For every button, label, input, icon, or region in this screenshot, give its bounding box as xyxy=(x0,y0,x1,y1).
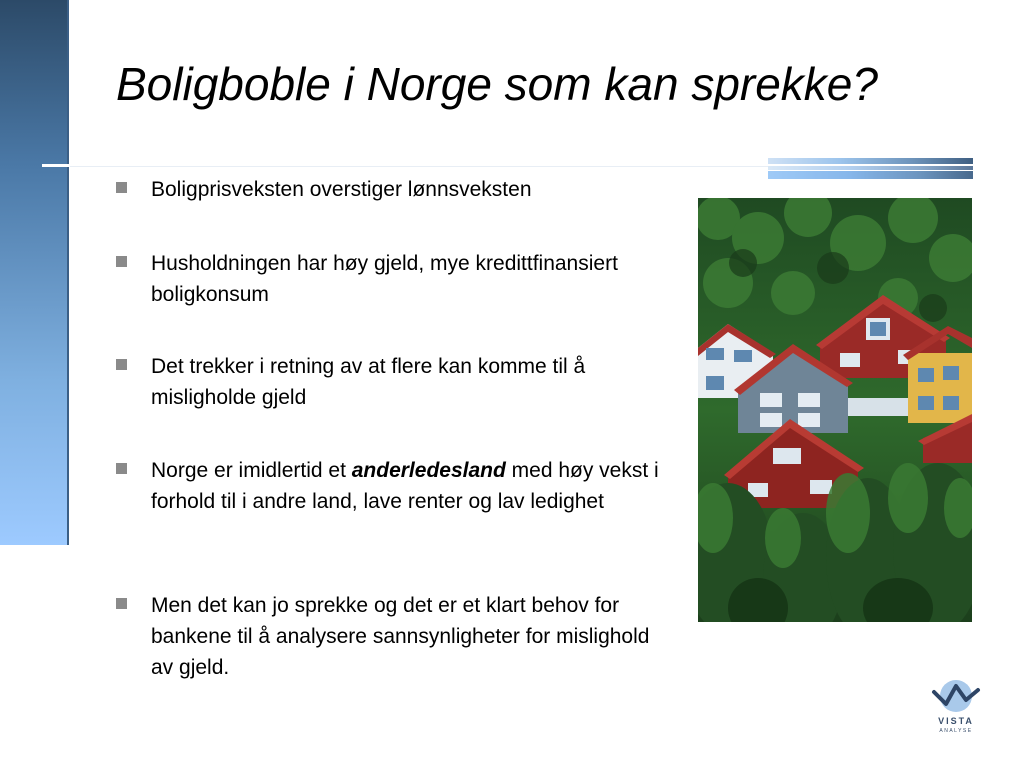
accent-bar xyxy=(768,171,973,179)
bullet-square-icon xyxy=(116,256,127,267)
bullet-text xyxy=(151,455,671,517)
accent-bars xyxy=(768,158,973,180)
side-band-edge xyxy=(67,0,69,545)
accent-bar xyxy=(768,158,973,164)
bullet-text: Boligprisveksten overstiger lønnsveksten xyxy=(151,178,532,201)
accent-bar xyxy=(768,166,973,170)
vista-analyse-logo-icon xyxy=(926,676,986,716)
vista-analyse-logo xyxy=(926,676,986,740)
bullet-square-icon xyxy=(116,182,127,193)
logo-name: VISTA xyxy=(938,716,974,726)
title-rule-tick xyxy=(42,164,70,167)
bullet-text: Det trekker i retning av at flere kan komme til å misligholde gjeld xyxy=(151,355,586,409)
bullet-text: Men det kan jo sprekke og det er et klart behov for bankene til å analysere sannsynligheter for mislighold av gjeld. xyxy=(151,594,650,679)
bullet-square-icon xyxy=(116,598,127,609)
emphasis-word: anderledesland xyxy=(351,459,506,482)
slide-title: Boligboble i Norge som kan sprekke? xyxy=(116,58,878,110)
bullet-text-part: med høy vekst i forhold til i andre land, lave renter og lav ledighet xyxy=(151,459,659,513)
bullet-text-part: Norge er imidlertid et xyxy=(151,459,352,482)
bullet-square-icon xyxy=(116,463,127,474)
houses-on-hillside-photo xyxy=(698,198,972,622)
side-band-decoration xyxy=(0,0,68,545)
bullet-text: Husholdningen har høy gjeld, mye kredittfinansiert boligkonsum xyxy=(151,252,618,306)
logo-subtitle: ANALYSE xyxy=(939,728,973,734)
bullet-square-icon xyxy=(116,359,127,370)
